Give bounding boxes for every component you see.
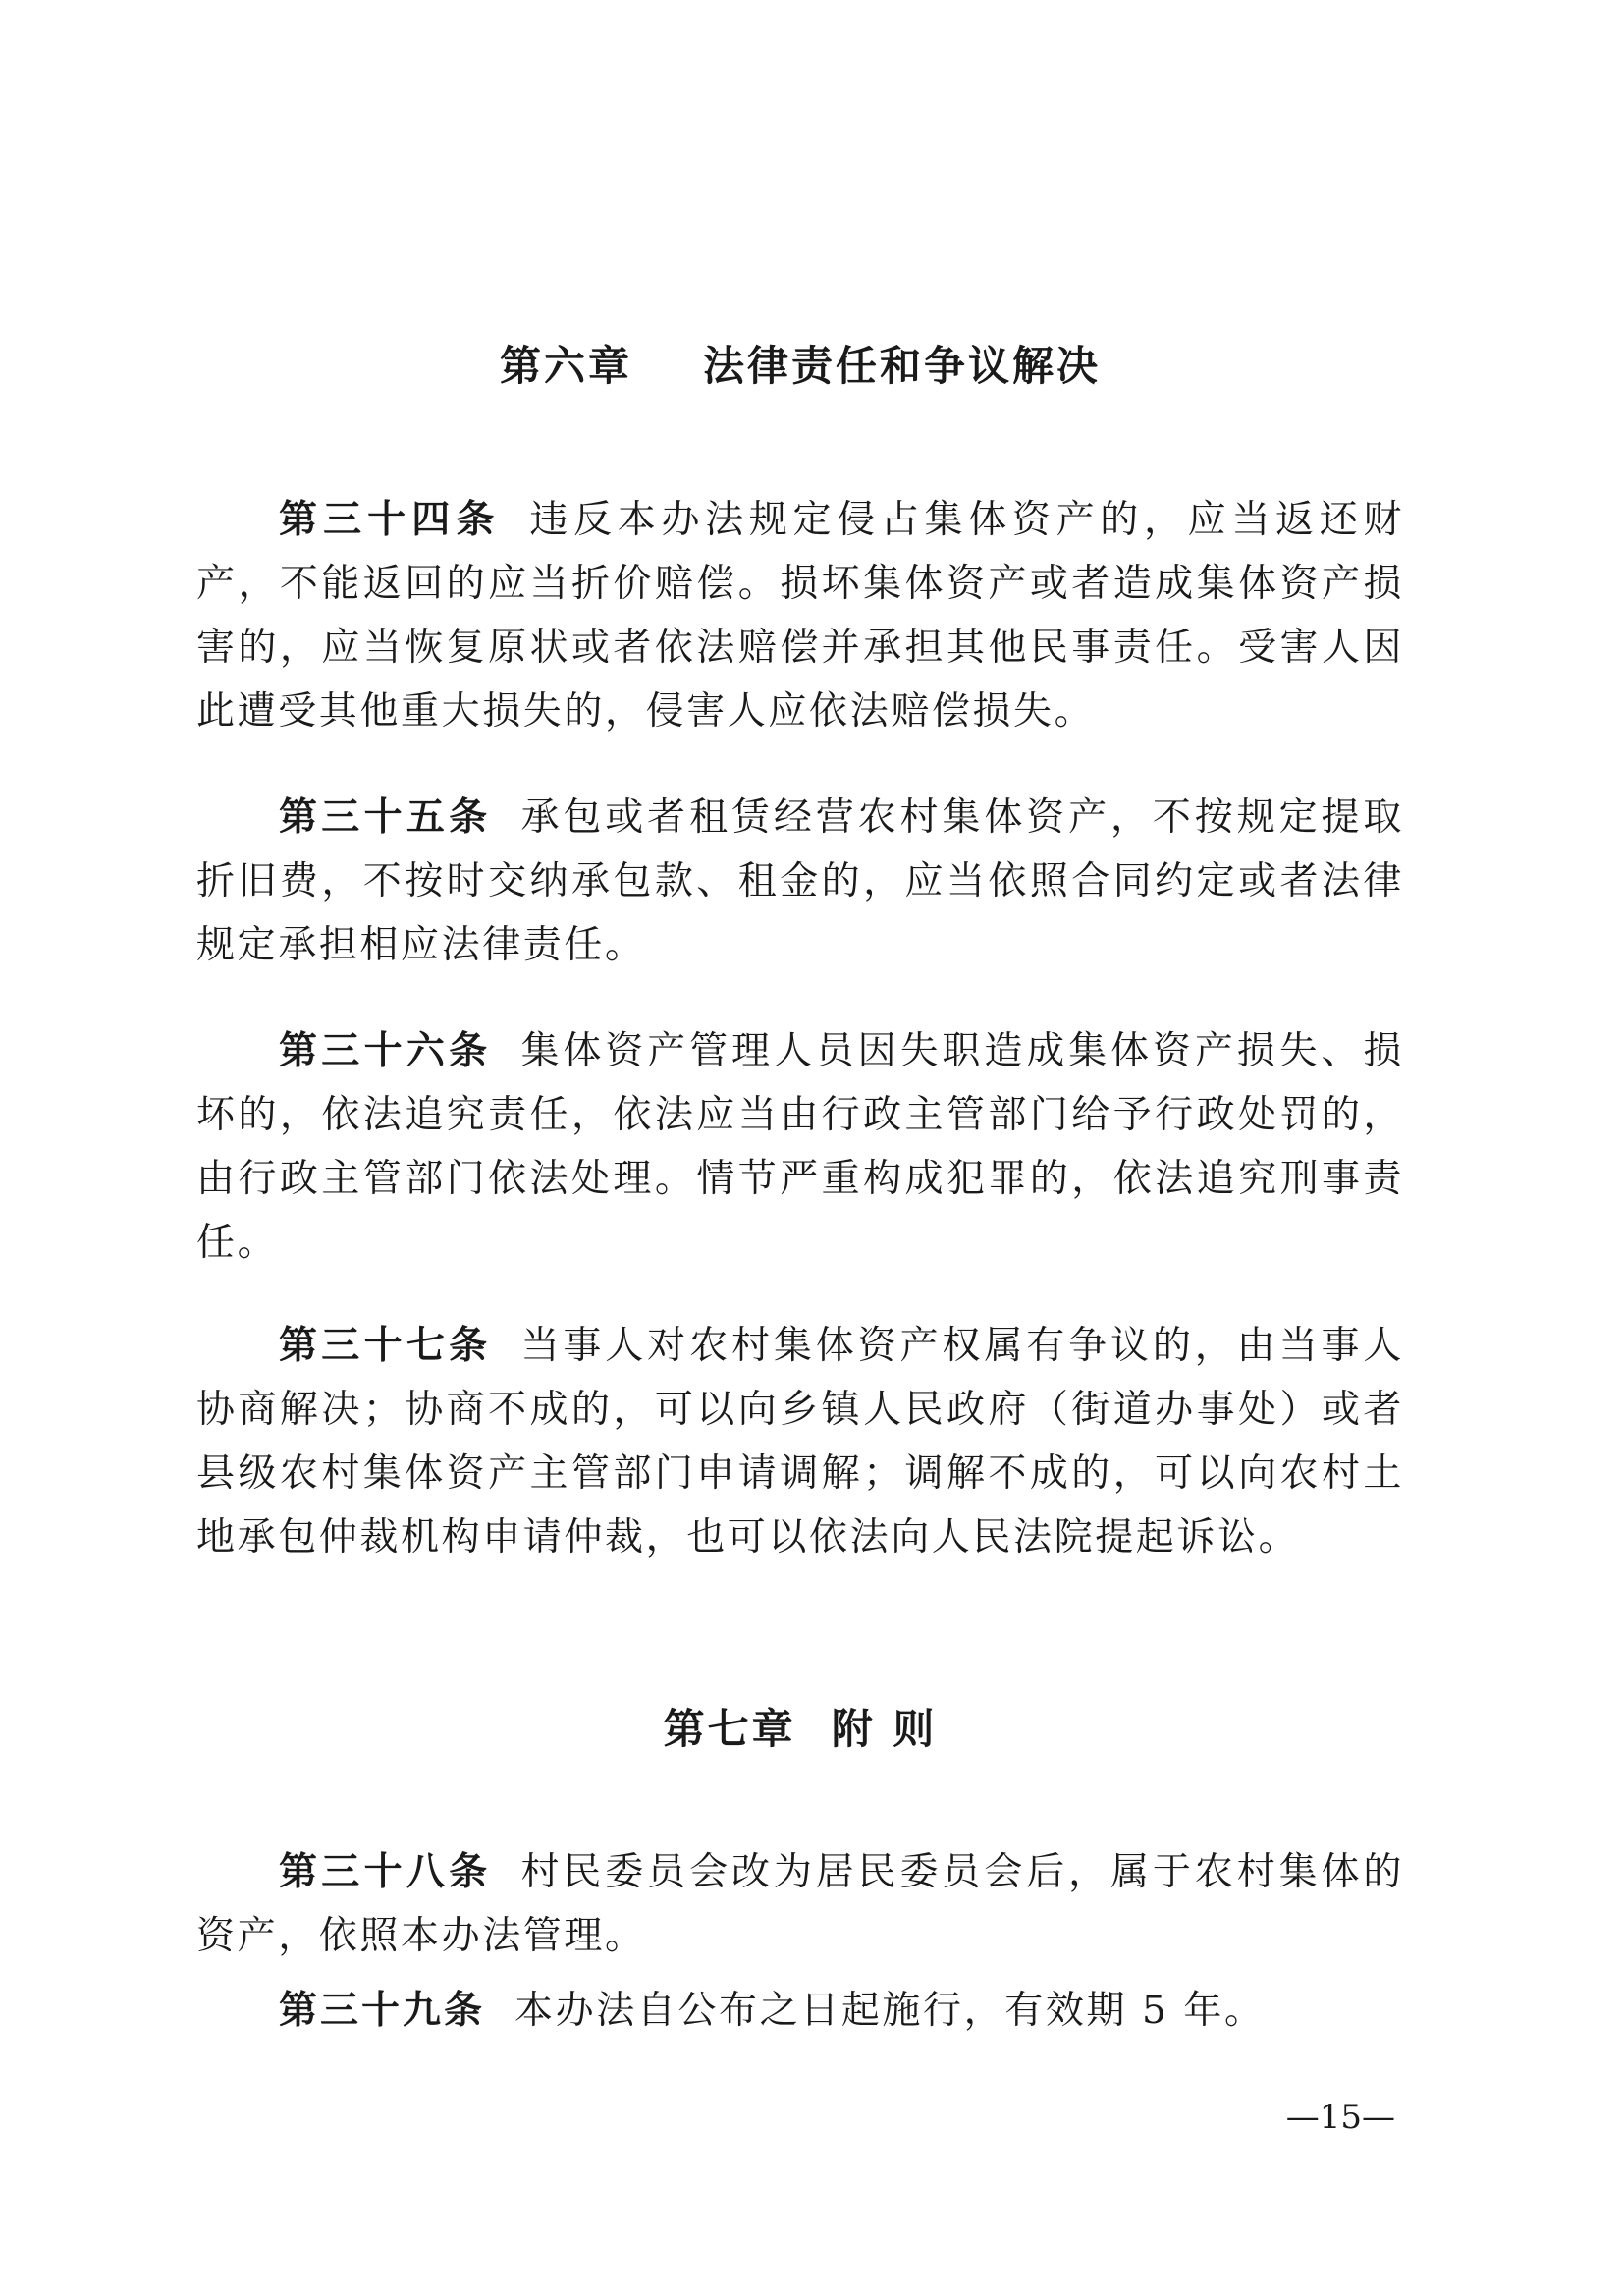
chapter-title-text: 附 则 [831,1705,938,1753]
page-number: —15— [1285,2098,1395,2137]
article-label: 第三十九条 [279,1989,486,2033]
article-35 [196,786,1404,977]
article-text: 村民委员会改为居民委员会后，属于农村集体的资产，依照本办法管理。 [196,1850,1404,1958]
article-39 [196,1979,1404,2043]
article-text: 本办法自公布之日起施行，有效期 5 年。 [514,1989,1266,2033]
article-text: 违反本办法规定侵占集体资产的，应当返还财产，不能返回的应当折价赔偿。损坏集体资产或者造成集体资产损害的，应当恢复原状或者依法赔偿并承担其他民事责任。受害人因此遭受其他重大损失的，侵害人应依法赔偿损失。 [196,498,1404,734]
article-text: 集体资产管理人员因失职造成集体资产损失、损坏的，依法追究责任，依法应当由行政主管部门给予行政处罚的，由行政主管部门依法处理。情节严重构成犯罪的，依法追究刑事责任。 [196,1029,1404,1265]
chapter-heading-6 [196,334,1404,393]
chapter-title-text: 法律责任和争议解决 [703,342,1102,390]
article-text: 当事人对农村集体资产权属有争议的，由当事人协商解决；协商不成的，可以向乡镇人民政府（街道办事处）或者县级农村集体资产主管部门申请调解；调解不成的，可以向农村土地承包仲裁机构申请仲裁，也可以依法向人民法院提起诉讼。 [196,1324,1404,1559]
chapter-heading-7 [196,1697,1404,1756]
article-36 [196,1019,1404,1275]
article-label: 第三十四条 [279,498,501,542]
chapter-number: 第六章 [499,342,632,390]
article-38 [196,1840,1404,1968]
article-37 [196,1314,1404,1569]
chapter-number: 第七章 [663,1705,796,1753]
article-text: 承包或者租赁经营农村集体资产，不按规定提取折旧费，不按时交纳承包款、租金的，应当依照合同约定或者法律规定承担相应法律责任。 [196,795,1404,967]
article-34 [196,488,1404,743]
article-label: 第三十八条 [279,1850,492,1894]
article-label: 第三十五条 [279,795,492,840]
article-label: 第三十七条 [279,1324,492,1368]
article-label: 第三十六条 [279,1029,492,1073]
